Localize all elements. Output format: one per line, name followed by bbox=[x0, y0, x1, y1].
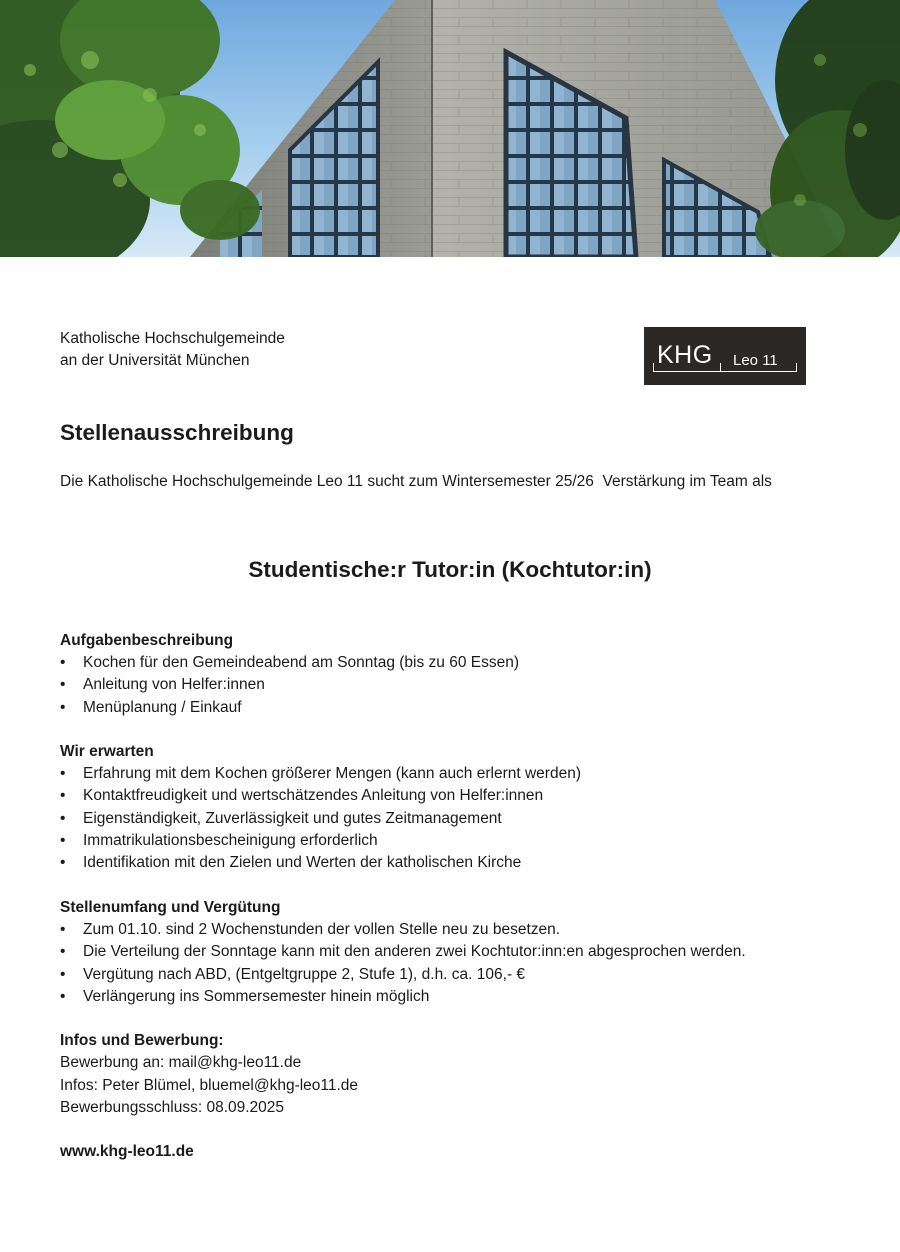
list-item-text: Menüplanung / Einkauf bbox=[83, 698, 242, 716]
bullet-icon: • bbox=[60, 854, 66, 872]
list-item-text: Immatrikulationsbescheinigung erforderlich bbox=[83, 831, 378, 849]
list-item bbox=[60, 919, 860, 941]
list-item bbox=[60, 852, 860, 874]
bullet-list-expectations bbox=[60, 763, 860, 874]
bullet-icon: • bbox=[60, 965, 66, 983]
bullet-icon: • bbox=[60, 676, 66, 694]
list-item bbox=[60, 785, 860, 807]
list-item-text: Anleitung von Helfer:innen bbox=[83, 676, 265, 694]
list-item-text: Kontaktfreudigkeit und wertschätzendes Anleitung von Helfer:innen bbox=[83, 787, 544, 805]
organization-name-line1: Katholische Hochschulgemeinde bbox=[60, 330, 285, 347]
intro-text: Die Katholische Hochschulgemeinde Leo 11 sucht zum Wintersemester 25/26 Verstärkung im Team als bbox=[60, 473, 772, 490]
list-item-text: Identifikation mit den Zielen und Werten der katholischen Kirche bbox=[83, 854, 522, 872]
logo-text-main: KHG bbox=[657, 341, 713, 369]
khg-logo bbox=[644, 327, 806, 385]
position-title: Studentische:r Tutor:in (Kochtutor:in) bbox=[248, 557, 652, 582]
logo-tick-left bbox=[653, 363, 654, 372]
logo-text-sub: Leo 11 bbox=[733, 352, 778, 369]
bullet-list-tasks bbox=[60, 652, 860, 719]
list-item-text: Erfahrung mit dem Kochen größerer Mengen (kann auch erlernt werden) bbox=[83, 765, 581, 782]
application-deadline: Bewerbungsschluss: 08.09.2025 bbox=[60, 1098, 285, 1116]
list-item bbox=[60, 674, 860, 696]
bullet-icon: • bbox=[60, 987, 66, 1005]
bullet-icon: • bbox=[60, 831, 66, 849]
list-item bbox=[60, 697, 860, 719]
bullet-icon: • bbox=[60, 809, 66, 827]
section-scope-compensation bbox=[60, 897, 860, 1008]
logo-tick-middle bbox=[720, 363, 721, 372]
section-heading-expectations: Wir erwarten bbox=[60, 743, 154, 760]
list-item-text: Verlängerung ins Sommersemester hinein möglich bbox=[83, 987, 430, 1005]
bullet-icon: • bbox=[60, 921, 66, 938]
info-contact: Infos: Peter Blümel, bluemel@khg-leo11.de bbox=[60, 1076, 359, 1094]
section-heading-tasks: Aufgabenbeschreibung bbox=[60, 632, 234, 649]
bullet-list-scope bbox=[60, 919, 860, 1008]
organization-name-line2: an der Universität München bbox=[60, 352, 250, 369]
list-item bbox=[60, 763, 860, 785]
list-item-text: Zum 01.10. sind 2 Wochenstunden der vollen Stelle neu zu besetzen. bbox=[83, 921, 561, 938]
list-item bbox=[60, 941, 860, 963]
list-item-text: Kochen für den Gemeindeabend am Sonntag (bis zu 60 Essen) bbox=[83, 654, 519, 671]
section-heading-scope: Stellenumfang und Vergütung bbox=[60, 899, 281, 916]
bullet-icon: • bbox=[60, 787, 66, 805]
section-expectations bbox=[60, 741, 860, 874]
contact-heading: Infos und Bewerbung: bbox=[60, 1032, 224, 1049]
contact-section bbox=[60, 1030, 358, 1119]
list-item-text: Vergütung nach ABD, (Entgeltgruppe 2, Stufe 1), d.h. ca. 106,- € bbox=[83, 965, 526, 983]
website-link: www.khg-leo11.de bbox=[60, 1143, 194, 1160]
list-item bbox=[60, 986, 860, 1008]
list-item bbox=[60, 830, 860, 852]
header-photo-building bbox=[0, 0, 900, 257]
list-item-text: Eigenständigkeit, Zuverlässigkeit und gutes Zeitmanagement bbox=[83, 809, 502, 827]
list-item bbox=[60, 808, 860, 830]
application-email: Bewerbung an: mail@khg-leo11.de bbox=[60, 1054, 302, 1072]
list-item-text: Die Verteilung der Sonntage kann mit den anderen zwei Kochtutor:inn:en abgesprochen werden. bbox=[83, 943, 746, 961]
section-tasks bbox=[60, 630, 860, 719]
bullet-icon: • bbox=[60, 943, 66, 961]
list-item bbox=[60, 652, 860, 674]
logo-tick-right bbox=[796, 363, 797, 372]
bullet-icon: • bbox=[60, 698, 66, 716]
list-item bbox=[60, 964, 860, 986]
organization-name bbox=[60, 328, 285, 372]
bullet-icon: • bbox=[60, 765, 66, 782]
logo-underline bbox=[653, 371, 797, 372]
page-title: Stellenausschreibung bbox=[60, 420, 294, 445]
bullet-icon: • bbox=[60, 654, 66, 671]
